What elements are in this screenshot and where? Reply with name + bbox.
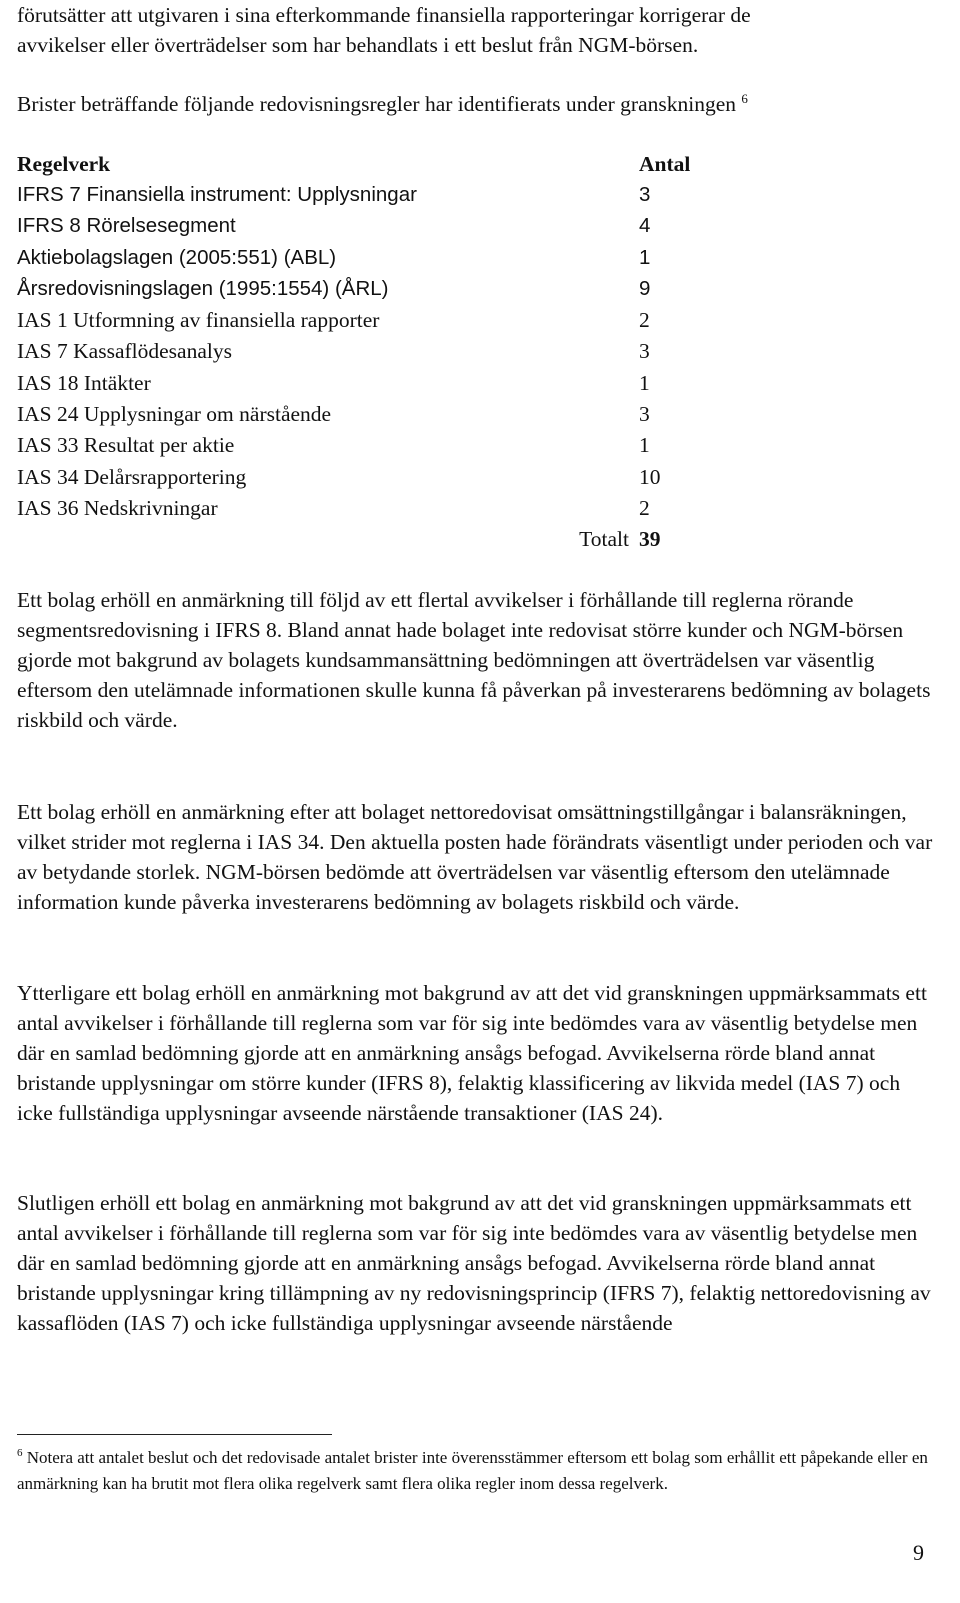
rules-table: [17, 148, 690, 555]
rule-name: IAS 33 Resultat per aktie: [17, 433, 235, 458]
rule-name: IFRS 8 Rörelsesegment: [17, 214, 236, 238]
rule-count: 2: [639, 308, 650, 333]
rule-name: Årsredovisningslagen (1995:1554) (ÅRL): [17, 276, 389, 300]
footnote-separator: [17, 1434, 332, 1435]
footnote-marker: 6: [17, 1447, 23, 1459]
rule-count: 3: [639, 339, 650, 364]
rule-count: 3: [639, 182, 651, 206]
table-row: [17, 179, 690, 210]
table-row: [17, 304, 690, 335]
rule-name: IAS 24 Upplysningar om närstående: [17, 402, 332, 427]
rule-count: 4: [639, 214, 651, 238]
table-row: [17, 461, 690, 492]
footnote-reference: 6: [741, 91, 748, 106]
body-paragraph: Slutligen erhöll ett bolag en anmärkning mot bakgrund av att det vid granskningen uppmärksammats ett antal avvikelser i förhållande till reglerna som var för sig inte bedömdes vara av väsentlig betydelse men där en samlad bedömning gjorde att en anmärkning ansågs befogad. Avvikelserna rörde bland annat bristande upplysningar kring tillämpning av ny redovisningsprincip (IFRS 7), felaktig nettoredovisning av kassaflöden (IAS 7) och icke fullständiga upplysningar avseende närstående: [17, 1191, 931, 1335]
rule-count: 1: [639, 370, 650, 395]
table-row: [17, 273, 690, 304]
rule-name: IAS 36 Nedskrivningar: [17, 495, 218, 520]
body-paragraph: Ytterligare ett bolag erhöll en anmärkning mot bakgrund av att det vid granskningen uppmärksammats ett antal avvikelser i förhållande till reglerna som var för sig inte bedömdes vara av väsentlig betydelse men där en samlad bedömning gjorde att en anmärkning ansågs befogad. Avvikelserna rörde bland annat bristande upplysningar om större kunder (IFRS 8), felaktig klassificering av likvida medel (IAS 7) och icke fullständiga upplysningar avseende närstående transaktioner (IAS 24).: [17, 981, 927, 1125]
rule-name: IFRS 7 Finansiella instrument: Upplysningar: [17, 182, 417, 206]
total-value: 39: [639, 527, 661, 552]
rule-name: IAS 7 Kassaflödesanalys: [17, 339, 232, 364]
rule-name: Aktiebolagslagen (2005:551) (ABL): [17, 245, 337, 269]
rule-name: IAS 18 Intäkter: [17, 370, 151, 395]
table-intro: [17, 89, 937, 119]
table-row: [17, 336, 690, 367]
table-row: [17, 492, 690, 523]
rule-name: IAS 34 Delårsrapportering: [17, 464, 247, 489]
footnote: [17, 1445, 937, 1497]
total-label: Totalt: [579, 527, 629, 552]
table-row: [17, 367, 690, 398]
table-header-row: [17, 148, 690, 179]
continuation-paragraph: [17, 0, 937, 60]
rule-count: 1: [639, 245, 651, 269]
continuation-line-1: förutsätter att utgivaren i sina efterkommande finansiella rapporteringar korrigerar de: [17, 3, 751, 27]
rule-name: IAS 1 Utformning av finansiella rapporter: [17, 308, 380, 333]
table-total-row: [17, 524, 690, 555]
footnote-text: Notera att antalet beslut och det redovisade antalet brister inte överensstämmer eftersom ett bolag som erhållit ett påpekande eller en anmärkning kan ha brutit mot flera olika regelverk samt flera olika regler inom dessa regelverk.: [17, 1448, 928, 1493]
rule-count: 10: [639, 464, 661, 489]
table-row: [17, 430, 690, 461]
table-intro-text: Brister beträffande följande redovisningsregler har identifierats under granskningen: [17, 92, 737, 116]
continuation-line-2: avvikelser eller överträdelser som har behandlats i ett beslut från NGM-börsen.: [17, 33, 699, 57]
table-row: [17, 211, 690, 242]
table-row: [17, 242, 690, 273]
table-row: [17, 398, 690, 429]
rule-count: 1: [639, 433, 650, 458]
body-paragraph: Ett bolag erhöll en anmärkning efter att bolaget nettoredovisat omsättningstillgångar i balansräkningen, vilket strider mot reglerna i IAS 34. Den aktuella posten hade förändrats väsentligt under perioden och var av betydande storlek. NGM-börsen bedömde att överträdelsen var väsentlig eftersom den utelämnade information kunde påverka investerarens bedömning av bolagets riskbild och värde.: [17, 800, 933, 914]
rule-count: 2: [639, 495, 650, 520]
body-paragraph: Ett bolag erhöll en anmärkning till följd av ett flertal avvikelser i förhållande till reglerna rörande segmentsredovisning i IFRS 8. Bland annat hade bolaget inte redovisat större kunder och NGM-börsen gjorde mot bakgrund av bolagets kundsammansättning bedömningen att överträdelsen var väsentlig eftersom den utelämnade informationen skulle kunna få påverkan på investerarens bedömning av bolagets riskbild och värde.: [17, 588, 931, 732]
rule-count: 3: [639, 402, 650, 427]
rule-count: 9: [639, 276, 651, 300]
header-count: Antal: [639, 151, 691, 176]
header-rule: Regelverk: [17, 151, 111, 176]
page-number: 9: [913, 1540, 924, 1565]
